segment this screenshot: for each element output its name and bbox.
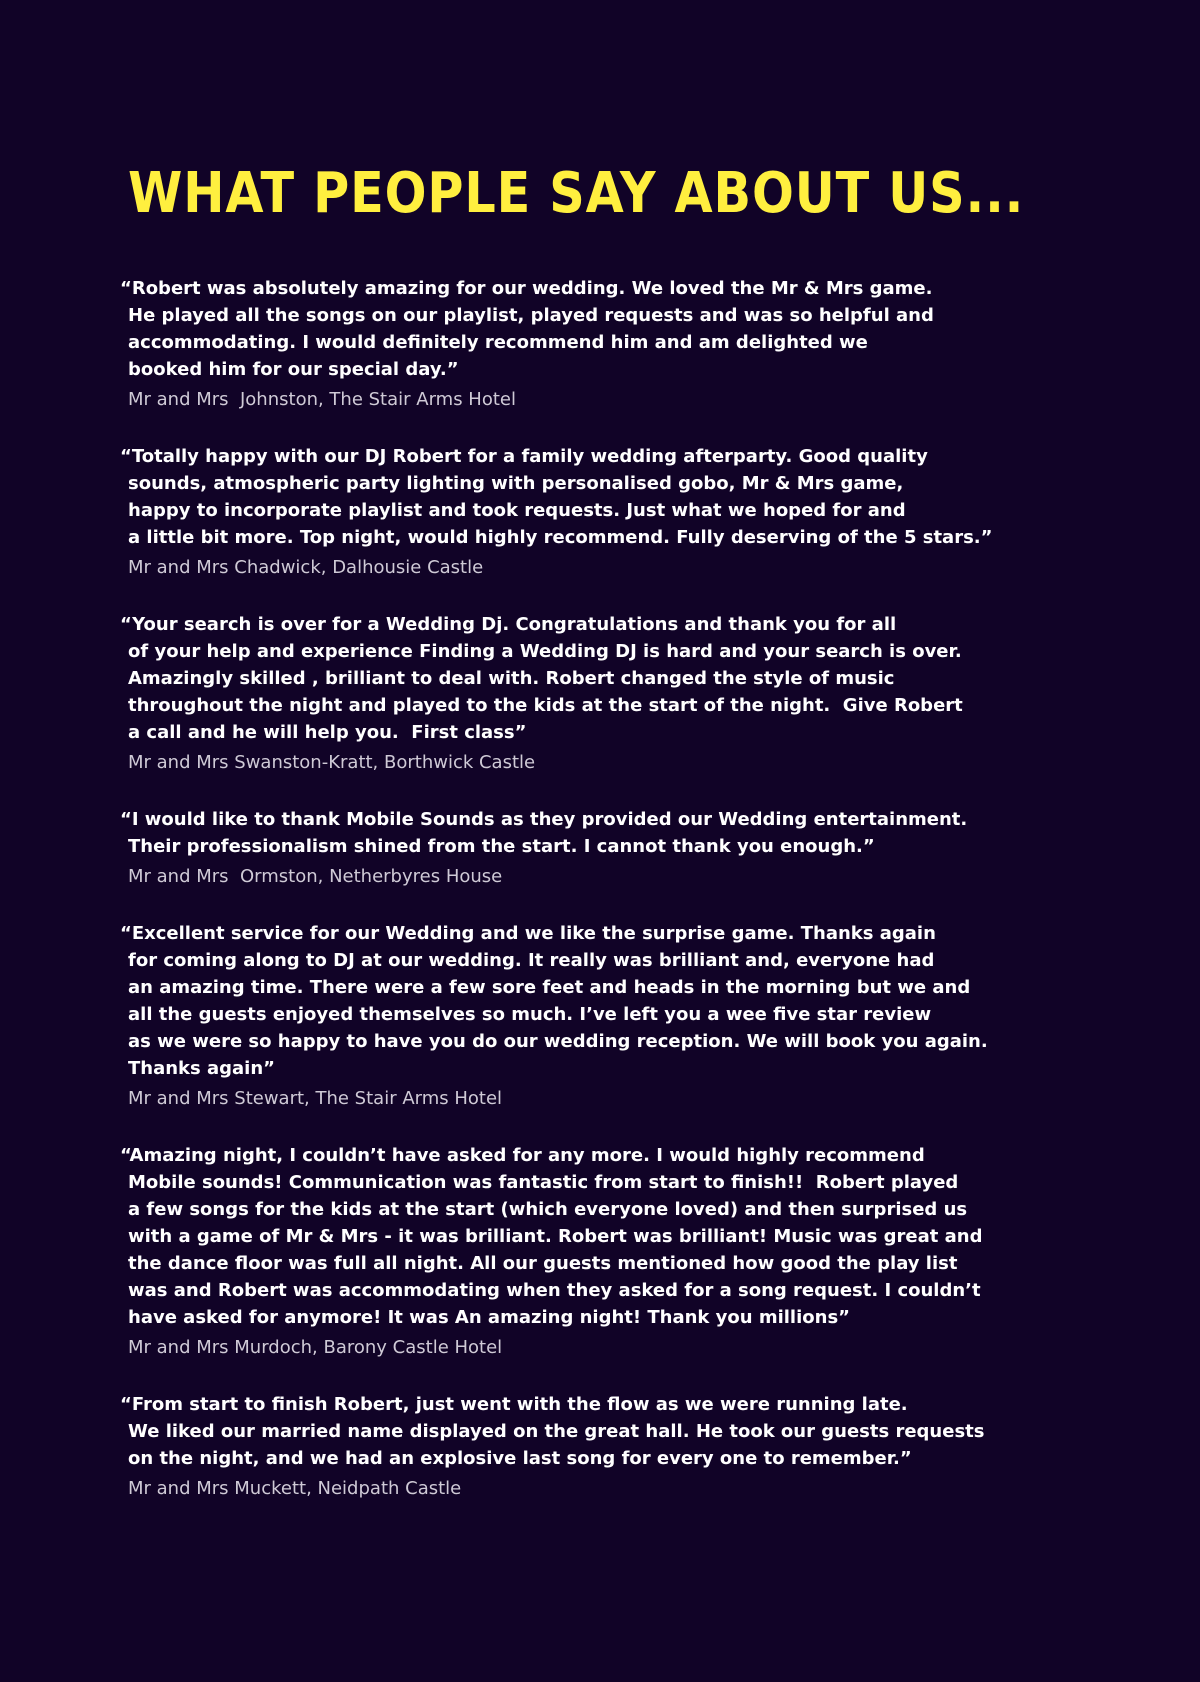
- quote-line: on the night, and we had an explosive last song for every one to remember.”: [128, 1448, 912, 1469]
- quote-line: “Excellent service for our Wedding and we like the surprise game. Thanks again: [120, 923, 936, 944]
- testimonial-chadwick: [120, 443, 1140, 581]
- testimonial-author: Mr and Mrs Murdoch, Barony Castle Hotel: [128, 1337, 503, 1358]
- testimonial-author: Mr and Mrs Stewart, The Stair Arms Hotel: [128, 1088, 503, 1109]
- quote-line: He played all the songs on our playlist, played requests and was so helpful and: [128, 305, 934, 326]
- testimonial-list: [120, 275, 1140, 1502]
- testimonial-ormston: [120, 806, 1140, 890]
- testimonial-muckett: [120, 1391, 1140, 1502]
- quote-line: “Totally happy with our DJ Robert for a family wedding afterparty. Good quality: [120, 446, 928, 467]
- quote-line: a call and he will help you. First class”: [128, 722, 527, 743]
- quote-line: was and Robert was accommodating when they asked for a song request. I couldn’t: [128, 1280, 981, 1301]
- quote-line: happy to incorporate playlist and took requests. Just what we hoped for and: [128, 500, 906, 521]
- quote-line: for coming along to DJ at our wedding. It really was brilliant and, everyone had: [128, 950, 935, 971]
- testimonial-quote: [120, 611, 1140, 746]
- testimonial-quote: [120, 275, 1140, 383]
- quote-line: “Amazing night, I couldn’t have asked for any more. I would highly recommend: [120, 1145, 925, 1166]
- quote-line: “From start to finish Robert, just went with the flow as we were running late.: [120, 1394, 908, 1415]
- quote-line: throughout the night and played to the kids at the start of the night. Give Robert: [128, 695, 963, 716]
- testimonial-quote: [120, 920, 1140, 1082]
- quote-line: booked him for our special day.”: [128, 359, 459, 380]
- quote-line: “I would like to thank Mobile Sounds as they provided our Wedding entertainment.: [120, 809, 968, 830]
- testimonial-author: Mr and Mrs Ormston, Netherbyres House: [128, 866, 503, 887]
- testimonial-quote: [120, 806, 1140, 860]
- testimonial-stewart: [120, 920, 1140, 1112]
- testimonial-quote: [120, 1391, 1140, 1472]
- quote-line: an amazing time. There were a few sore feet and heads in the morning but we and: [128, 977, 971, 998]
- testimonial-johnston: [120, 275, 1140, 413]
- quote-line: all the guests enjoyed themselves so much. I’ve left you a wee five star review: [128, 1004, 932, 1025]
- quote-line: a few songs for the kids at the start (which everyone loved) and then surprised us: [128, 1199, 968, 1220]
- quote-line: have asked for anymore! It was An amazing night! Thank you millions”: [128, 1307, 850, 1328]
- quote-line: “Your search is over for a Wedding Dj. Congratulations and thank you for all: [120, 614, 897, 635]
- quote-line: as we were so happy to have you do our wedding reception. We will book you again.: [128, 1031, 988, 1052]
- quote-line: a little bit more. Top night, would highly recommend. Fully deserving of the 5 stars.”: [128, 527, 993, 548]
- testimonial-quote: [120, 1142, 1140, 1331]
- testimonial-author: Mr and Mrs Swanston-Kratt, Borthwick Castle: [128, 752, 536, 773]
- quote-line: with a game of Mr & Mrs - it was brilliant. Robert was brilliant! Music was great and: [128, 1226, 983, 1247]
- testimonial-author: Mr and Mrs Muckett, Neidpath Castle: [128, 1478, 462, 1499]
- page-title: WHAT PEOPLE SAY ABOUT US...: [128, 161, 1025, 226]
- testimonial-quote: [120, 443, 1140, 551]
- quote-line: We liked our married name displayed on the great hall. He took our guests requests: [128, 1421, 985, 1442]
- quote-line: “Robert was absolutely amazing for our wedding. We loved the Mr & Mrs game.: [120, 278, 933, 299]
- quote-line: Their professionalism shined from the start. I cannot thank you enough.”: [128, 836, 875, 857]
- testimonial-swanston-kratt: [120, 611, 1140, 776]
- quote-line: of your help and experience Finding a Wedding DJ is hard and your search is over.: [128, 641, 962, 662]
- testimonial-author: Mr and Mrs Chadwick, Dalhousie Castle: [128, 557, 484, 578]
- quote-line: the dance floor was full all night. All our guests mentioned how good the play list: [128, 1253, 958, 1274]
- quote-line: Amazingly skilled , brilliant to deal with. Robert changed the style of music: [128, 668, 895, 689]
- quote-line: Mobile sounds! Communication was fantastic from start to finish!! Robert played: [128, 1172, 959, 1193]
- testimonial-author: Mr and Mrs Johnston, The Stair Arms Hotel: [128, 389, 516, 410]
- testimonial-murdoch: [120, 1142, 1140, 1361]
- quote-line: Thanks again”: [128, 1058, 275, 1079]
- quote-line: accommodating. I would definitely recommend him and am delighted we: [128, 332, 868, 353]
- quote-line: sounds, atmospheric party lighting with personalised gobo, Mr & Mrs game,: [128, 473, 904, 494]
